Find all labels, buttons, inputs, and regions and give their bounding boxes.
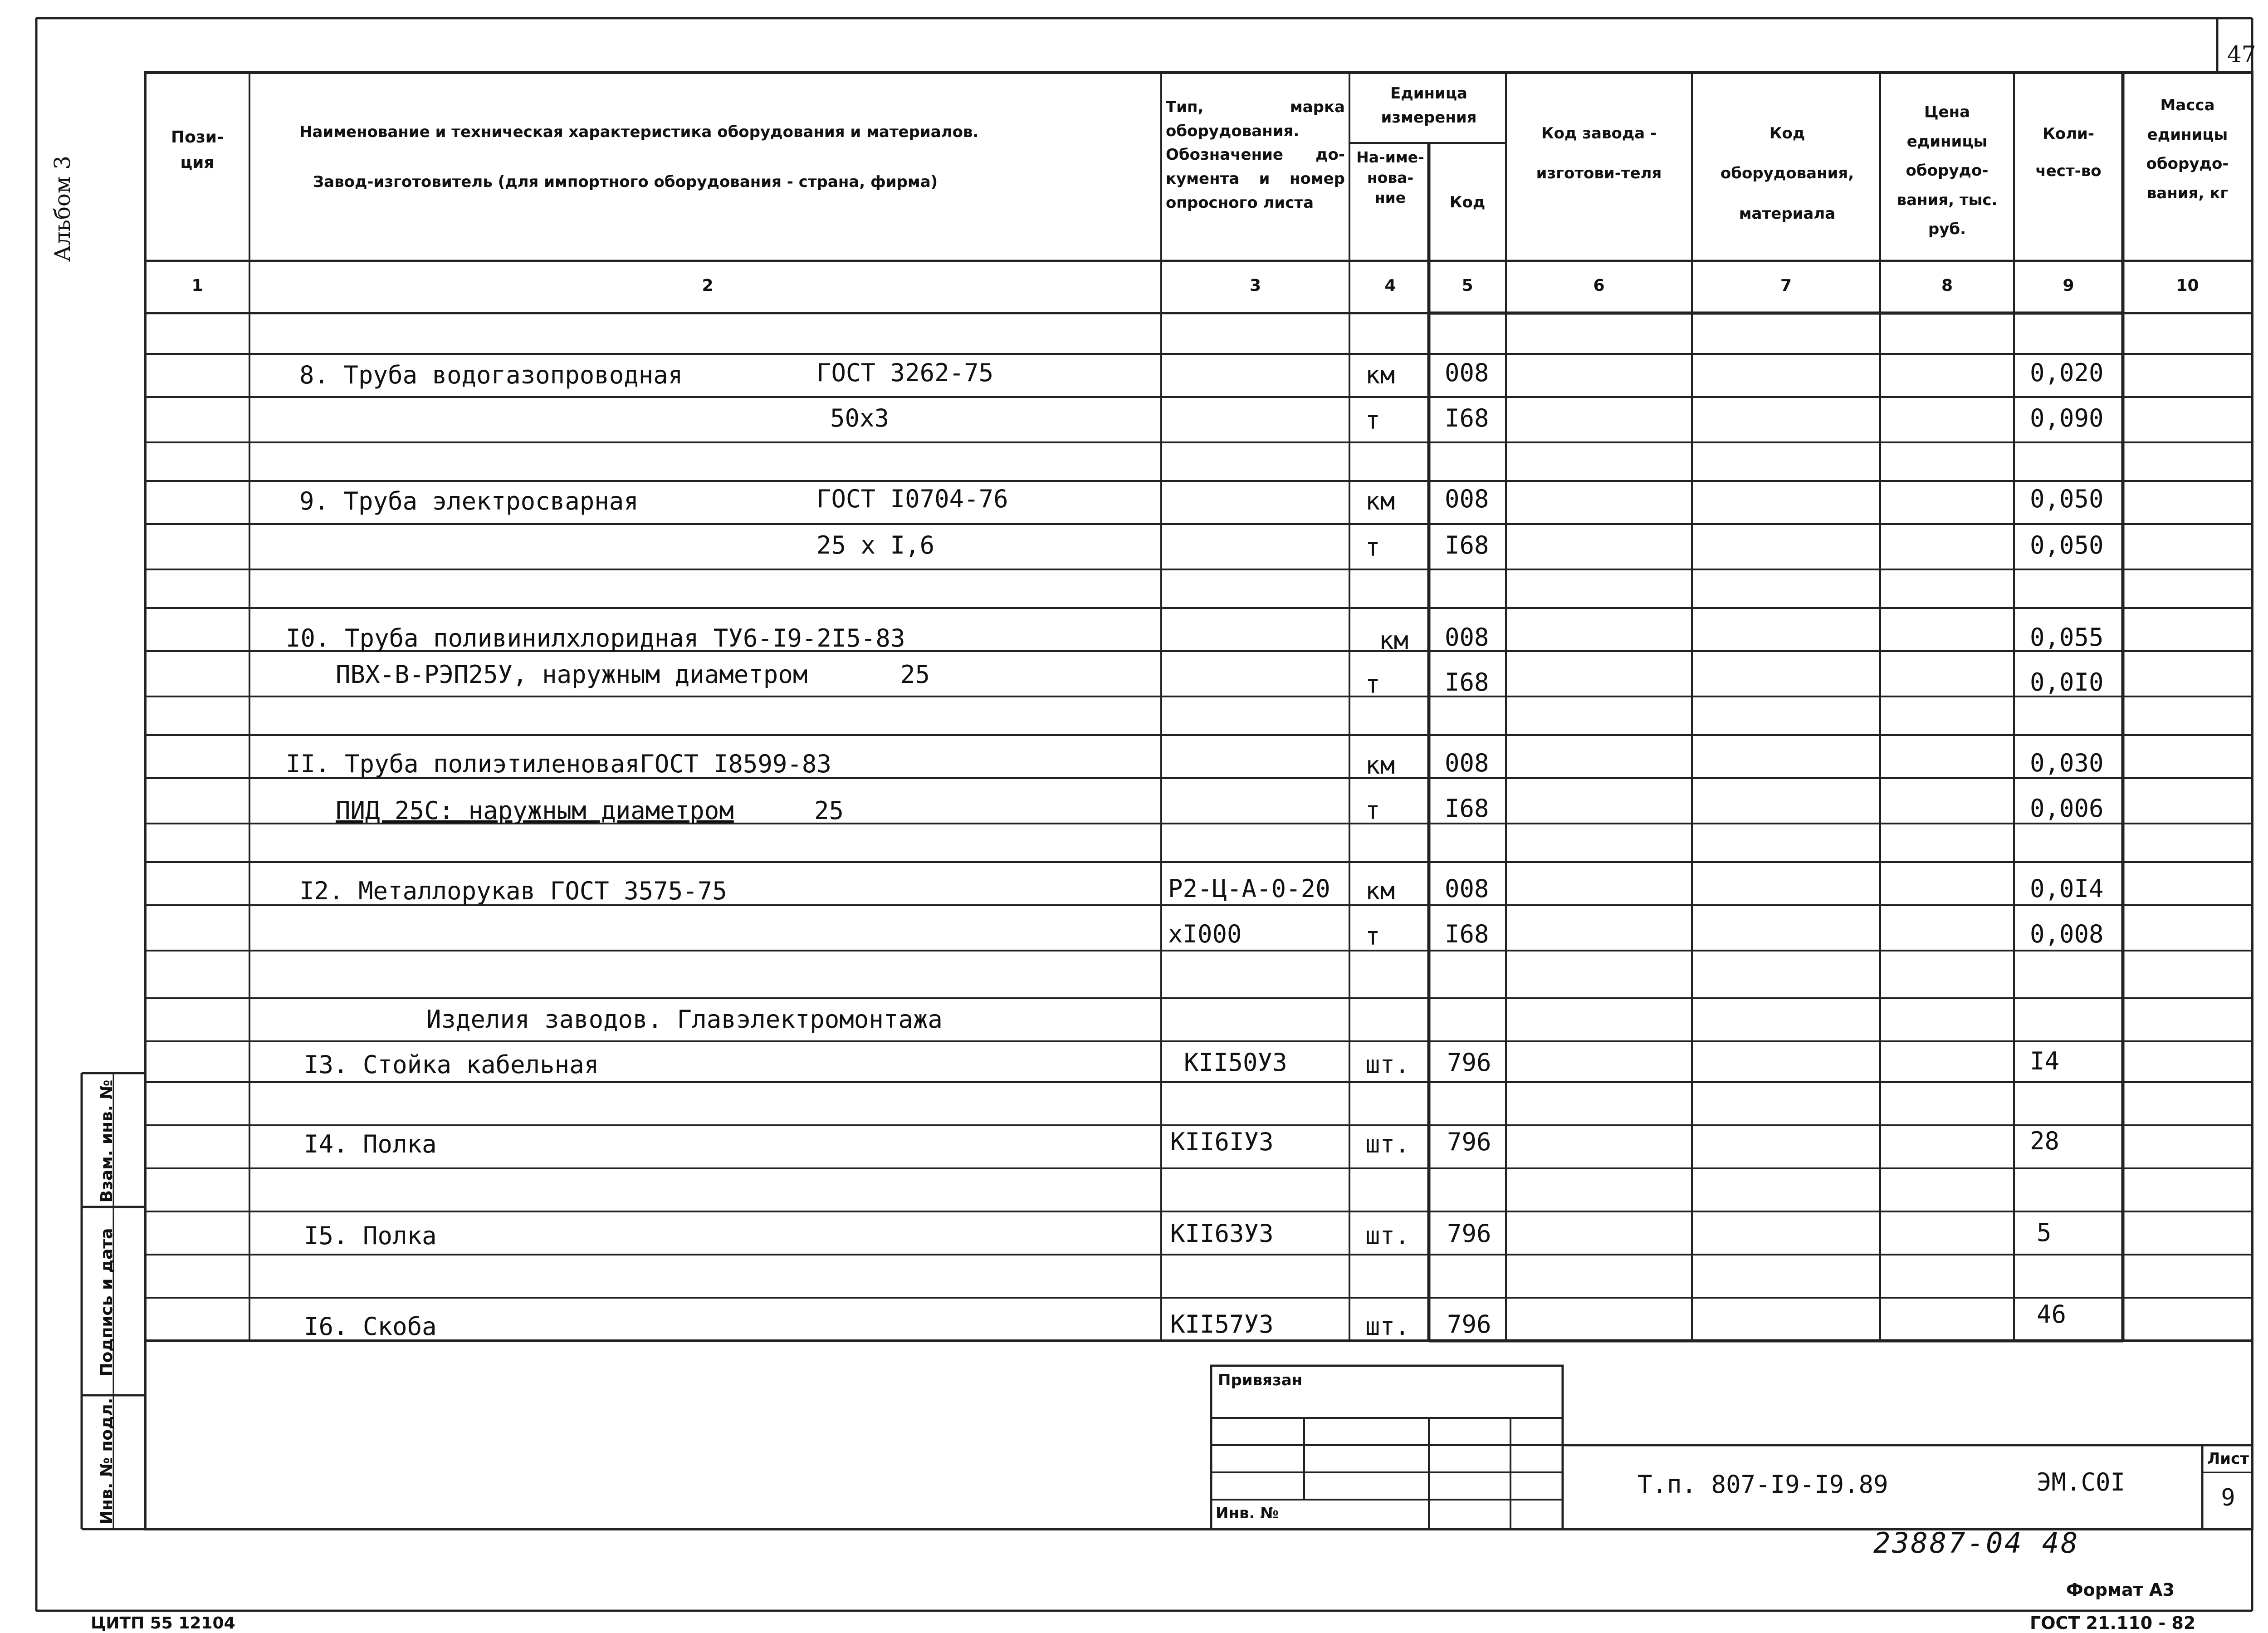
table-row-code: 008 — [1445, 485, 1489, 513]
colnum-8: 8 — [1941, 276, 1953, 295]
document-code: Т.п. 807-I9-I9.89 — [1637, 1470, 1888, 1499]
table-row-code: I68 — [1445, 404, 1489, 432]
table-row-qty: 0,0I4 — [2030, 874, 2104, 903]
colnum-6: 6 — [1593, 276, 1605, 295]
colnum-5: 5 — [1461, 276, 1473, 295]
table-row-name: ПИД 25С: наружным диаметром — [336, 796, 734, 825]
table-row-unit: км — [1365, 487, 1395, 515]
table-row-unit: т — [1365, 922, 1380, 951]
table-row-unit: км — [1379, 626, 1409, 655]
table-row-std: ГОСТ 3262-75 — [816, 358, 994, 387]
header-col2-line2: Завод-изготовитель (для импортного оборудования - страна, фирма) — [313, 173, 938, 191]
header-col1: Пози- ция — [171, 128, 224, 172]
table-row-code: I68 — [1445, 920, 1489, 948]
table-row-name: II. Труба полиэтиленоваяГОСТ I8599-83 — [286, 750, 831, 778]
header-col10: Масса единицы оборудо-вания, кг — [2146, 96, 2229, 202]
table-row-std: 50х3 — [830, 404, 890, 432]
page-number: 47 — [2227, 41, 2256, 68]
table-row-std: 25 х I,6 — [816, 531, 935, 559]
table-row-qty: 0,0I0 — [2030, 668, 2104, 696]
table-row-std: 25 — [900, 660, 930, 689]
table-row-unit: т — [1365, 670, 1380, 699]
privyazan-label: Привязан — [1218, 1371, 1303, 1389]
table-row-unit: т — [1365, 796, 1380, 825]
table-row-code: 008 — [1445, 749, 1489, 777]
table-row-qty: 46 — [2037, 1300, 2067, 1329]
colnum-9: 9 — [2063, 276, 2074, 295]
table-row-type: КII50У3 — [1184, 1048, 1287, 1077]
table-row-type: КII63У3 — [1170, 1219, 1274, 1248]
table-row-name: 8. Труба водогазопроводная — [299, 361, 683, 389]
table-row-unit: т — [1365, 406, 1380, 435]
table-row-name: I4. Полка — [304, 1130, 437, 1158]
colnum-4: 4 — [1384, 276, 1396, 295]
header-col7: Код оборудования, материала — [1720, 124, 1854, 223]
colnum-10: 10 — [2176, 276, 2199, 295]
table-row-unit: км — [1365, 361, 1395, 389]
format-label: Формат А3 — [2066, 1580, 2175, 1600]
header-col4: На-име-нова-ние — [1356, 148, 1424, 207]
table-row-qty: 0,020 — [2030, 358, 2104, 387]
table-row-qty: I4 — [2030, 1047, 2060, 1075]
table-row-type: КII6IУ3 — [1170, 1128, 1274, 1156]
table-row-name: I2. Металлорукав ГОСТ 3575-75 — [299, 877, 727, 905]
table-row-qty: 0,006 — [2030, 794, 2104, 823]
sheet-number: 9 — [2221, 1484, 2235, 1511]
footer-gost: ГОСТ 21.110 - 82 — [2030, 1613, 2196, 1633]
album-label: Альбом 3 — [50, 156, 75, 262]
table-row-name: I5. Полка — [304, 1221, 437, 1250]
table-row-qty: 0,055 — [2030, 623, 2104, 652]
stamp-podpis-label: Подпись и дата — [98, 1228, 116, 1377]
table-row-unit: км — [1365, 877, 1395, 905]
table-row-code: 008 — [1445, 358, 1489, 387]
table-row-std: 25 — [814, 796, 844, 825]
table-row-name: 9. Труба электросварная — [299, 487, 639, 515]
header-col6: Код завода - изготови-теля — [1536, 124, 1662, 183]
table-row-unit: т — [1365, 533, 1380, 562]
colnum-1: 1 — [191, 276, 203, 295]
header-col9: Коли-чест-во — [2035, 125, 2102, 180]
table-row-qty: 28 — [2030, 1127, 2060, 1155]
table-row-type: Р2-Ц-А-0-20 — [1168, 874, 1330, 903]
table-row-name: I3. Стойка кабельная — [304, 1050, 599, 1079]
table-row-type: КII57У3 — [1170, 1310, 1274, 1339]
table-row-code: I68 — [1445, 668, 1489, 696]
table-row-qty: 0,030 — [2030, 749, 2104, 777]
colnum-3: 3 — [1249, 276, 1261, 295]
table-row-qty: 0,050 — [2030, 531, 2104, 559]
sheet-label: Лист — [2207, 1450, 2249, 1468]
table-row-qty: 0,050 — [2030, 485, 2104, 513]
header-unit-group: Единица измерения — [1381, 84, 1477, 127]
colnum-7: 7 — [1780, 276, 1792, 295]
table-row-unit: шт. — [1365, 1312, 1410, 1341]
section-title: Изделия заводов. Главэлектромонтажа — [426, 1005, 943, 1034]
colnum-2: 2 — [702, 276, 714, 295]
table-row-code: 008 — [1445, 874, 1489, 903]
table-row-code: 796 — [1447, 1310, 1491, 1339]
table-row-name: ПВХ-В-РЭП25У, наружным диаметром — [336, 660, 808, 689]
stamp-inv-label: Инв. № подл. — [98, 1398, 116, 1525]
sheet-code: ЭМ.С0I — [2037, 1468, 2126, 1496]
table-row-unit: км — [1365, 751, 1395, 780]
header-col2-line1: Наименование и техническая характеристика оборудования и материалов. — [299, 123, 979, 141]
header-col8: Цена единицы оборудо-вания, тыс. руб. — [1897, 103, 1998, 239]
footer-left-code: ЦИТП 55 12104 — [91, 1614, 235, 1633]
table-row-qty: 0,090 — [2030, 404, 2104, 432]
table-row-unit: шт. — [1365, 1130, 1410, 1158]
table-row-unit: шт. — [1365, 1050, 1410, 1079]
table-row-unit: шт. — [1365, 1221, 1410, 1250]
table-row-code: 796 — [1447, 1128, 1491, 1156]
table-row-code: I68 — [1445, 794, 1489, 823]
header-col3: Тип, марка оборудования. Обозначение до-кумента и номер опросного листа — [1166, 98, 1345, 212]
table-row-qty: 0,008 — [2030, 920, 2104, 948]
table-row-name: I0. Труба поливинилхлоридная ТУ6-I9-2I5-83 — [286, 624, 905, 652]
inv-no-label: Инв. № — [1216, 1504, 1279, 1522]
table-row-name: I6. Скоба — [304, 1312, 437, 1341]
table-row-code: 796 — [1447, 1048, 1491, 1077]
handwritten-number: 23887-04 48 — [1873, 1526, 2080, 1559]
table-row-qty: 5 — [2037, 1218, 2052, 1247]
table-row-code: 796 — [1447, 1219, 1491, 1248]
table-row-std: ГОСТ I0704-76 — [816, 485, 1008, 513]
table-row-code: 008 — [1445, 623, 1489, 652]
table-row-type: хI000 — [1168, 920, 1242, 948]
table-row-code: I68 — [1445, 531, 1489, 559]
stamp-vzam-label: Взам. инв. № — [98, 1079, 116, 1203]
header-col5: Код — [1449, 193, 1486, 211]
